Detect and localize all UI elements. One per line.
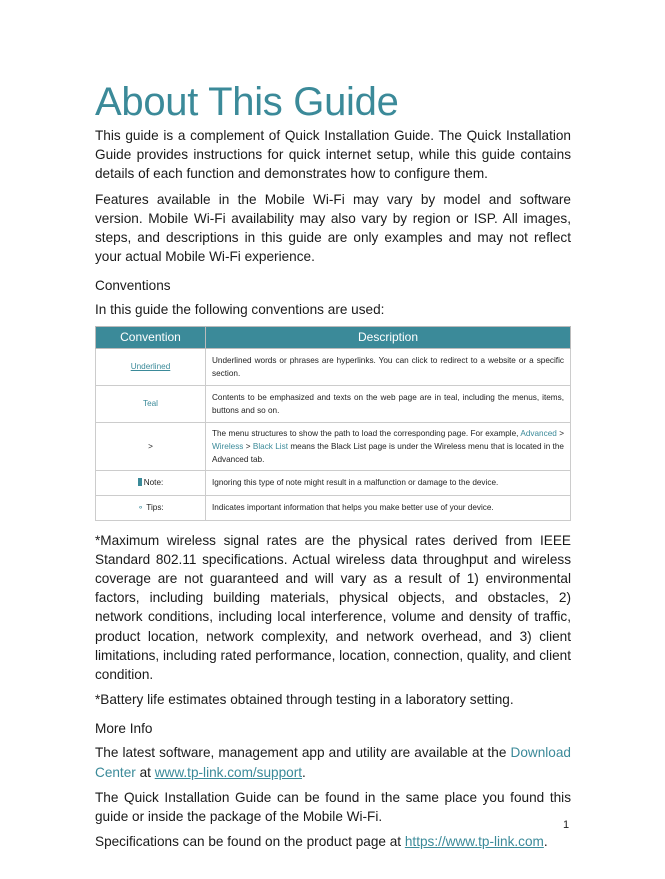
teal-example: Teal [96,385,206,422]
page-title: About This Guide [95,80,399,124]
description-cell: Contents to be emphasized and texts on the web page are in teal, including the menus, items, buttons and so on. [206,385,571,422]
table-row [96,385,571,422]
sep: > [243,441,253,451]
header-description: Description [206,326,571,348]
intro-paragraph: Features available in the Mobile Wi-Fi may vary by model and software version. Mobile Wi-Fi availability may also vary by region or ISP. All images, steps, and descriptions in this guide are only examples and may not reflect your actual Mobile Wi-Fi experience. [95,191,571,265]
bookmark-icon [138,478,142,486]
text: The latest software, management app and utility are available at the [95,745,511,761]
more-info-paragraph [95,832,571,851]
sep: > [556,428,564,438]
tips-label: Tips: [146,503,164,513]
conventions-heading: Conventions [95,278,171,294]
text: . [302,764,306,780]
note-label: Note: [143,478,164,488]
arrow-example: > [96,422,206,470]
conventions-table [95,326,571,521]
text: The menu structures to show the path to load the corresponding page. For example, [212,428,521,438]
path-black-list: Black List [252,441,288,451]
conventions-lead: In this guide the following conventions are used: [95,302,385,318]
support-link[interactable]: www.tp-link.com/support [154,764,303,780]
text: means the Black List page is under the Wireless menu that is located in the Advanced tab. [212,441,564,464]
path-advanced: Advanced [520,428,557,438]
tp-link-link[interactable]: https://www.tp-link.com [404,834,544,850]
path-wireless: Wireless [212,441,244,451]
header-convention: Convention [96,326,206,348]
footnote: *Battery life estimates obtained through testing in a laboratory setting. [95,692,514,708]
text: at [135,764,155,780]
more-info-paragraph [95,743,571,781]
more-info-paragraph: The Quick Installation Guide can be found in the same place you found this guide or inside the package of the Mobile Wi-Fi. [95,789,571,825]
download-center-link[interactable]: Download Center [95,745,571,780]
table-row [96,422,571,470]
table-row [96,348,571,385]
tips-icon: ⚬ [137,503,147,513]
footnote: *Maximum wireless signal rates are the physical rates derived from IEEE Standard 802.11 specifications. Actual wireless data throughput and wireless coverage are not guaranteed and will vary as a result of 1) environmental factors, including building materials, physical objects, and obstacles, 2) network conditions, including local interference, volume and density of traffic, product location, network complexity, and network overhead, and 3) client limitations, including rated performance, location, connection, quality, and client condition. [95,532,571,683]
description-cell: Underlined words or phrases are hyperlinks. You can click to redirect to a website or a specific section. [206,348,571,385]
text: Specifications can be found on the product page at [95,834,405,850]
intro-paragraph: This guide is a complement of Quick Installation Guide. The Quick Installation Guide provides instructions for quick internet setup, while this guide contains details of each function and demonstrates how to configure them. [95,128,571,182]
description-cell: Ignoring this type of note might result in a malfunction or damage to the device. [206,470,571,495]
page-number: 1 [563,819,570,831]
table-row [96,495,571,520]
description-cell: Indicates important information that helps you make better use of your device. [206,495,571,520]
table-row [96,470,571,495]
more-info-heading: More Info [95,721,153,737]
description-cell [206,422,571,470]
text: . [543,834,548,850]
underlined-example[interactable]: Underlined [130,362,171,372]
